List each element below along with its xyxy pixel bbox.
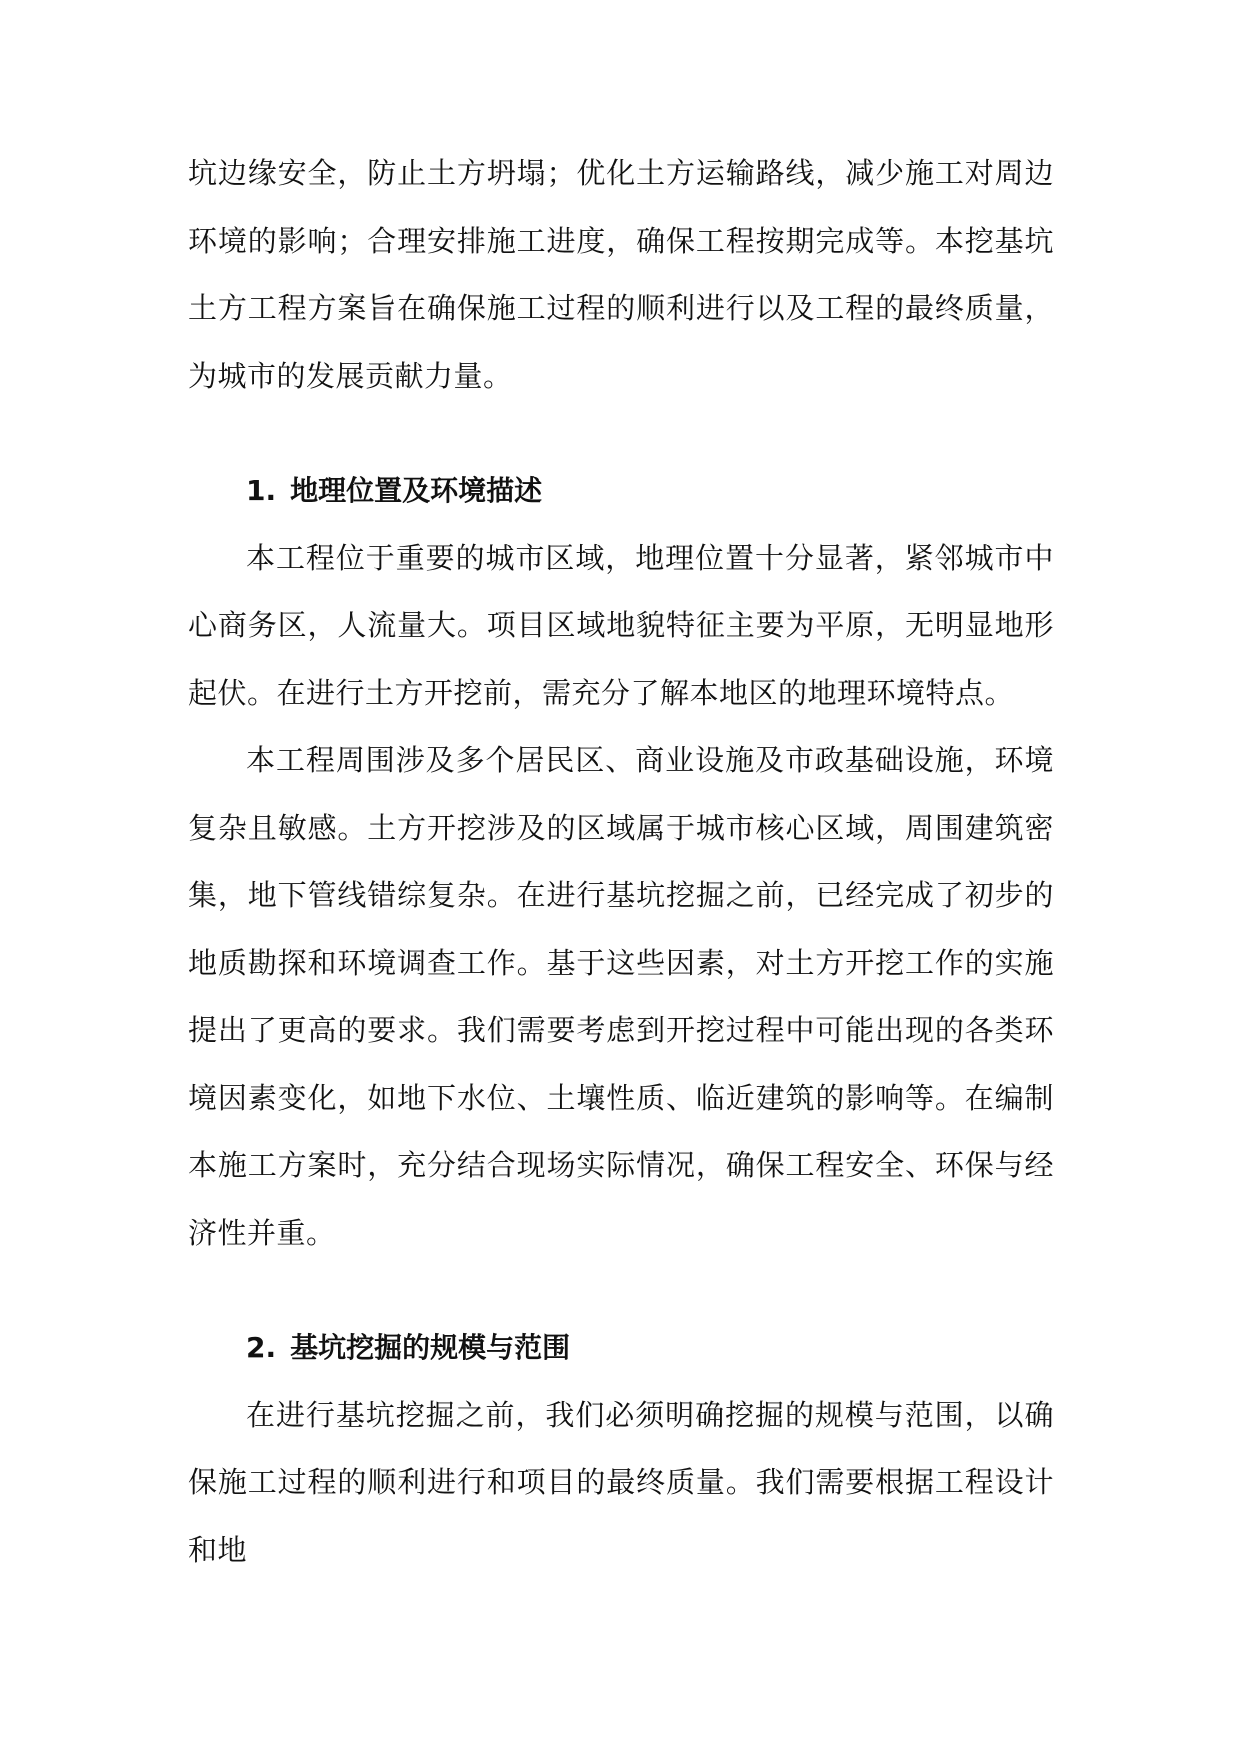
section-1-paragraph-2: 本工程周围涉及多个居民区、商业设施及市政基础设施，环境复杂且敏感。土方开挖涉及的区域属于城市核心区域，周围建筑密集，地下管线错综复杂。在进行基坑挖掘之前，已经完成了初步的地质勘探和环境调查工作。基于这些因素，对土方开挖工作的实施提出了更高的要求。我们需要考虑到开挖过程中可能出现的各类环境因素变化，如地下水位、土壤性质、临近建筑的影响等。在编制本施工方案时，充分结合现场实际情况，确保工程安全、环保与经济性并重。	[188, 743, 1054, 1250]
document-page	[188, 140, 1054, 1584]
section-spacer	[188, 1267, 1054, 1314]
section-1-title: 地理位置及环境描述	[290, 474, 543, 507]
section-spacer	[188, 410, 1054, 457]
section-1-heading	[188, 457, 1054, 525]
section-2-paragraph-1: 在进行基坑挖掘之前，我们必须明确挖掘的规模与范围，以确保施工过程的顺利进行和项目的最终质量。我们需要根据工程设计和地	[188, 1397, 1054, 1567]
intro-paragraph: 坑边缘安全，防止土方坍塌；优化土方运输路线，减少施工对周边环境的影响；合理安排施工进度，确保工程按期完成等。本挖基坑土方工程方案旨在确保施工过程的顺利进行以及工程的最终质量，为城市的发展贡献力量。	[188, 156, 1054, 393]
section-2-number: 2.	[246, 1331, 277, 1364]
section-1-number: 1.	[246, 474, 277, 507]
section-2-heading	[188, 1314, 1054, 1382]
section-1-paragraph-1: 本工程位于重要的城市区域，地理位置十分显著，紧邻城市中心商务区，人流量大。项目区域地貌特征主要为平原，无明显地形起伏。在进行土方开挖前，需充分了解本地区的地理环境特点。	[188, 540, 1054, 710]
section-2-title: 基坑挖掘的规模与范围	[290, 1331, 571, 1364]
